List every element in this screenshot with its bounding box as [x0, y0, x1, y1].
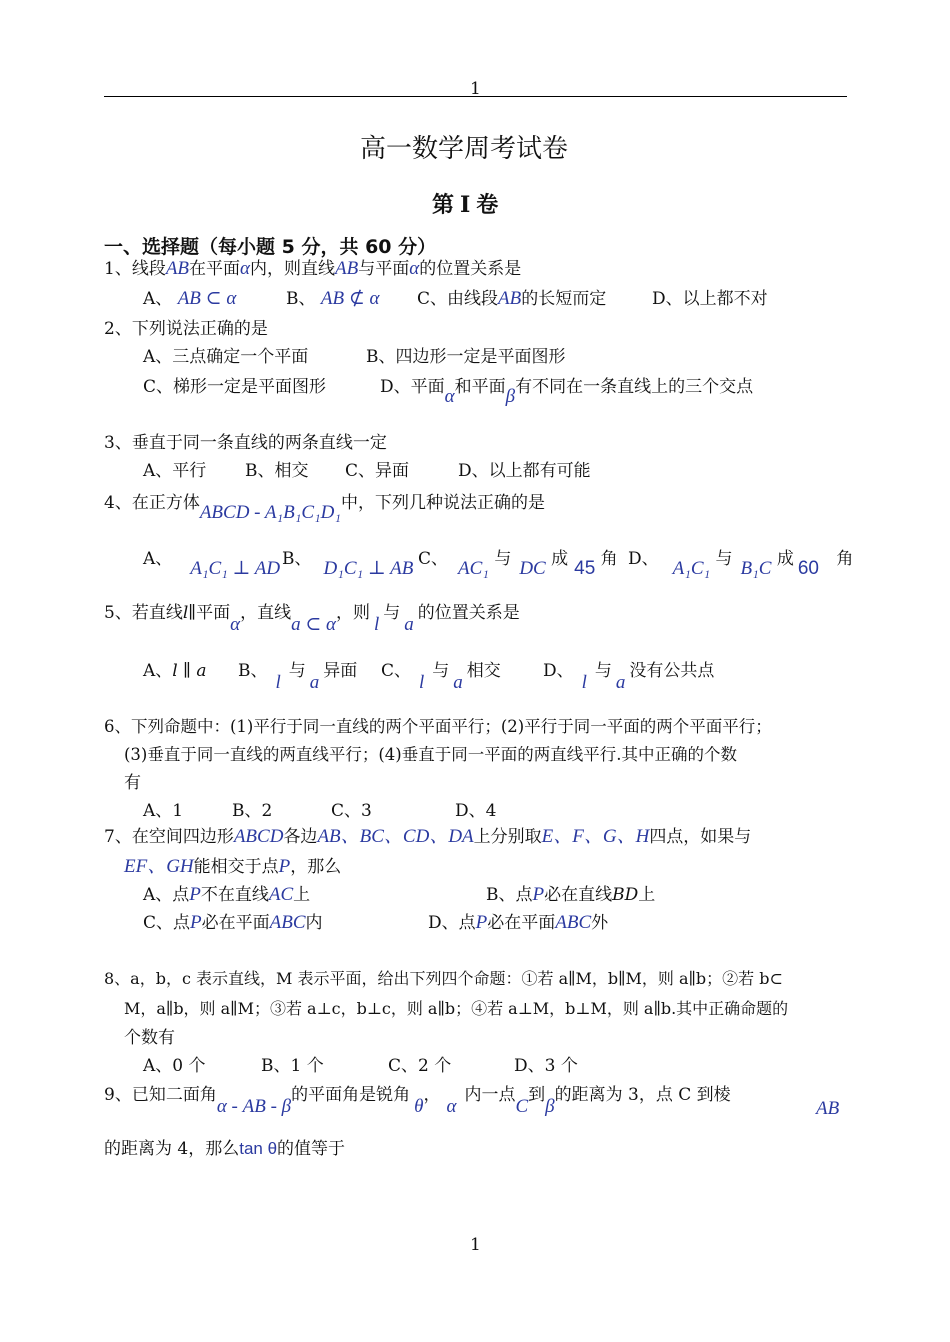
question-8-option-c: C、2 个 — [388, 1056, 452, 1076]
question-7-option-a: A、点P不在直线AC上 — [143, 884, 311, 905]
question-1-stem: 1、线段AB在平面α内，则直线AB与平面α的位置关系是 — [104, 258, 522, 279]
question-1-option-a: A、 AB ⊂ α — [143, 288, 237, 309]
question-1-option-c: C、由线段AB的长短而定 — [417, 288, 607, 309]
question-5-option-b: B、l与a异面 — [238, 661, 358, 693]
question-7-line-1: 7、在空间四边形ABCD各边AB、BC、CD、DA上分别取E、F、G、H四点，如果与 — [104, 826, 752, 847]
question-7-option-d: D、点P必在平面ABC外 — [428, 912, 609, 933]
question-7-option-b: B、点P必在直线BD上 — [486, 884, 656, 905]
question-8-option-b: B、1 个 — [261, 1056, 324, 1076]
volume-heading: 第Ⅰ卷 — [432, 192, 505, 218]
question-3-option-d: D、以上都有可能 — [458, 461, 591, 481]
question-5-stem: 5、若直线l∥平面α，直线a ⊂ α，则l与a的位置关系是 — [104, 603, 520, 635]
question-8-line-1: 8、a，b，c 表示直线，M 表示平面，给出下列四个命题：①若 a∥M，b∥M，则 a∥b；②若 b⊂ — [104, 969, 783, 988]
question-2-option-d: D、平面α和平面β有不同在一条直线上的三个交点 — [380, 377, 754, 407]
question-9-line-1: 9、已知二面角α - AB - β的平面角是锐角θ，α内一点C到β的距离为 3，点 C 到棱 — [104, 1085, 731, 1117]
question-8-line-2: M，a∥b，则 a∥M；③若 a⊥c，b⊥c，则 a∥b；④若 a⊥M，b⊥M，则 a∥b.其中正确命题的 — [124, 999, 789, 1018]
question-7-line-2: EF、GH能相交于点P，那么 — [124, 856, 342, 877]
question-6-option-c: C、3 — [331, 801, 372, 821]
question-4-option-a: A、 A₁C₁ ⊥ AD — [143, 549, 281, 579]
question-8-line-3: 个数有 — [124, 1028, 175, 1048]
question-6-option-b: B、2 — [232, 801, 273, 821]
question-6-option-a: A、1 — [143, 801, 184, 821]
header-rule — [104, 96, 847, 97]
question-6-line-1: 6、下列命题中：(1)平行于同一直线的两个平面平行；(2)平行于同一平面的两个平面平行； — [104, 717, 772, 736]
question-9-edge-ab: AB — [816, 1098, 840, 1119]
question-4-option-b: B、 D₁C₁ ⊥ AB — [282, 549, 414, 579]
footer-page-number: 1 — [470, 1235, 481, 1255]
question-4-option-c: C、 AC₁ 与 DC 成 45 角 — [418, 549, 618, 579]
question-3-stem: 3、垂直于同一条直线的两条直线一定 — [104, 433, 387, 453]
question-3-option-c: C、异面 — [345, 461, 410, 481]
question-1-option-b: B、 AB ⊄ α — [286, 288, 380, 309]
header-page-number: 1 — [470, 79, 481, 99]
question-4-option-d: D、 A₁C₁ 与 B₁C 成 60 角 — [628, 549, 854, 579]
section-heading: 一、选择题（每小题 5 分，共 60 分） — [104, 236, 437, 258]
question-8-option-a: A、0 个 — [143, 1056, 206, 1076]
question-9-line-2: 的距离为 4，那么tan θ的值等于 — [104, 1139, 346, 1159]
question-6-line-3: 有 — [124, 773, 141, 793]
question-5-option-a: A、l ∥ a — [143, 661, 207, 681]
page-title: 高一数学周考试卷 — [360, 134, 569, 164]
question-5-option-c: C、l与a相交 — [381, 661, 501, 693]
question-4-stem: 4、在正方体ABCD - A₁B₁C₁D₁中，下列几种说法正确的是 — [104, 493, 545, 523]
question-1-option-d: D、以上都不对 — [652, 289, 768, 309]
question-5-option-d: D、l与a没有公共点 — [543, 661, 715, 693]
question-6-line-2: (3)垂直于同一直线的两直线平行；(4)垂直于同一平面的两直线平行.其中正确的个数 — [124, 745, 737, 764]
question-3-option-b: B、相交 — [245, 461, 309, 481]
question-2-option-b: B、四边形一定是平面图形 — [366, 347, 566, 367]
question-7-option-c: C、点P必在平面ABC内 — [143, 912, 323, 933]
question-6-option-d: D、4 — [455, 801, 497, 821]
question-8-option-d: D、3 个 — [514, 1056, 578, 1076]
question-2-option-c: C、梯形一定是平面图形 — [143, 377, 327, 397]
question-2-stem: 2、下列说法正确的是 — [104, 319, 268, 339]
question-3-option-a: A、平行 — [143, 461, 207, 481]
question-2-option-a: A、三点确定一个平面 — [143, 347, 309, 367]
